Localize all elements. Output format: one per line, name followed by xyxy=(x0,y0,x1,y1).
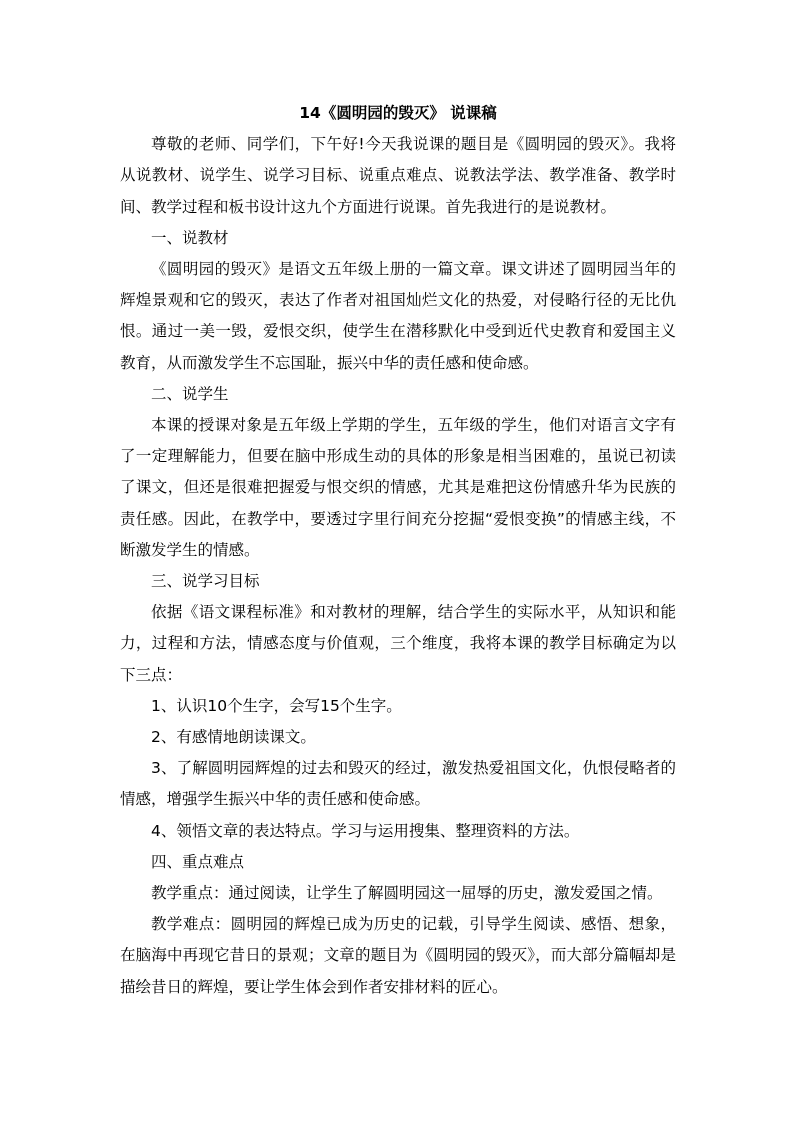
objective-item-2: 2、有感情地朗读课文。 xyxy=(151,728,316,747)
objective-item-4: 4、领悟文章的表达特点。学习与运用搜集、整理资料的方法。 xyxy=(151,821,580,840)
section-heading-students: 二、说学生 xyxy=(151,384,229,403)
key-point-paragraph: 教学重点：通过阅读，让学生了解圆明园这一屈辱的历史，激发爱国之情。 xyxy=(151,884,663,903)
intro-paragraph: 尊敬的老师、同学们，下午好!今天我说课的题目是《圆明园的毁灭》。我将从说教材、说学生、说学习目标、说重点难点、说教法学法、教学准备、教学时间、教学过程和板书设计这九个方面进行说课。首先我进行的是说教材。 xyxy=(120,135,676,216)
section-heading-objectives: 三、说学习目标 xyxy=(151,572,260,591)
students-paragraph: 本课的授课对象是五年级上学期的学生，五年级的学生，他们对语言文字有了一定理解能力，但要在脑中形成生动的具体的形象是相当困难的，虽说已初读了课文，但还是很难把握爱与恨交织的情感，尤其是难把这份情感升华为民族的责任感。因此，在教学中，要透过字里行间充分挖掘“爱恨变换”的情感主线，不断激发学生的情感。 xyxy=(120,416,676,559)
objective-item-3: 3、了解圆明园辉煌的过去和毁灭的经过，激发热爱祖国文化，仇恨侵略者的情感，增强学生振兴中华的责任感和使命感。 xyxy=(120,759,676,809)
difficult-point-paragraph: 教学难点：圆明园的辉煌已成为历史的记载，引导学生阅读、感悟、想象，在脑海中再现它昔日的景观；文章的题目为《圆明园的毁灭》，而大部分篇幅却是描绘昔日的辉煌，要让学生体会到作者安排材料的匠心。 xyxy=(120,915,676,996)
textbook-paragraph: 《圆明园的毁灭》是语文五年级上册的一篇文章。课文讲述了圆明园当年的辉煌景观和它的毁灭，表达了作者对祖国灿烂文化的热爱，对侵略行径的无比仇恨。通过一美一毁，爱恨交织，使学生在潜移默化中受到近代史教育和爱国主义教育，从而激发学生不忘国耻，振兴中华的责任感和使命感。 xyxy=(120,260,676,372)
document-body xyxy=(120,98,676,1003)
section-heading-textbook: 一、说教材 xyxy=(151,228,229,247)
objective-item-1: 1、认识10个生字，会写15个生字。 xyxy=(151,696,402,715)
document-title: 14《圆明园的毁灭》 说课稿 xyxy=(299,104,497,122)
section-heading-key-points: 四、重点难点 xyxy=(151,852,245,871)
objectives-paragraph: 依据《语文课程标准》和对教材的理解，结合学生的实际水平，从知识和能力，过程和方法，情感态度与价值观，三个维度，我将本课的教学目标确定为以下三点： xyxy=(120,603,676,684)
